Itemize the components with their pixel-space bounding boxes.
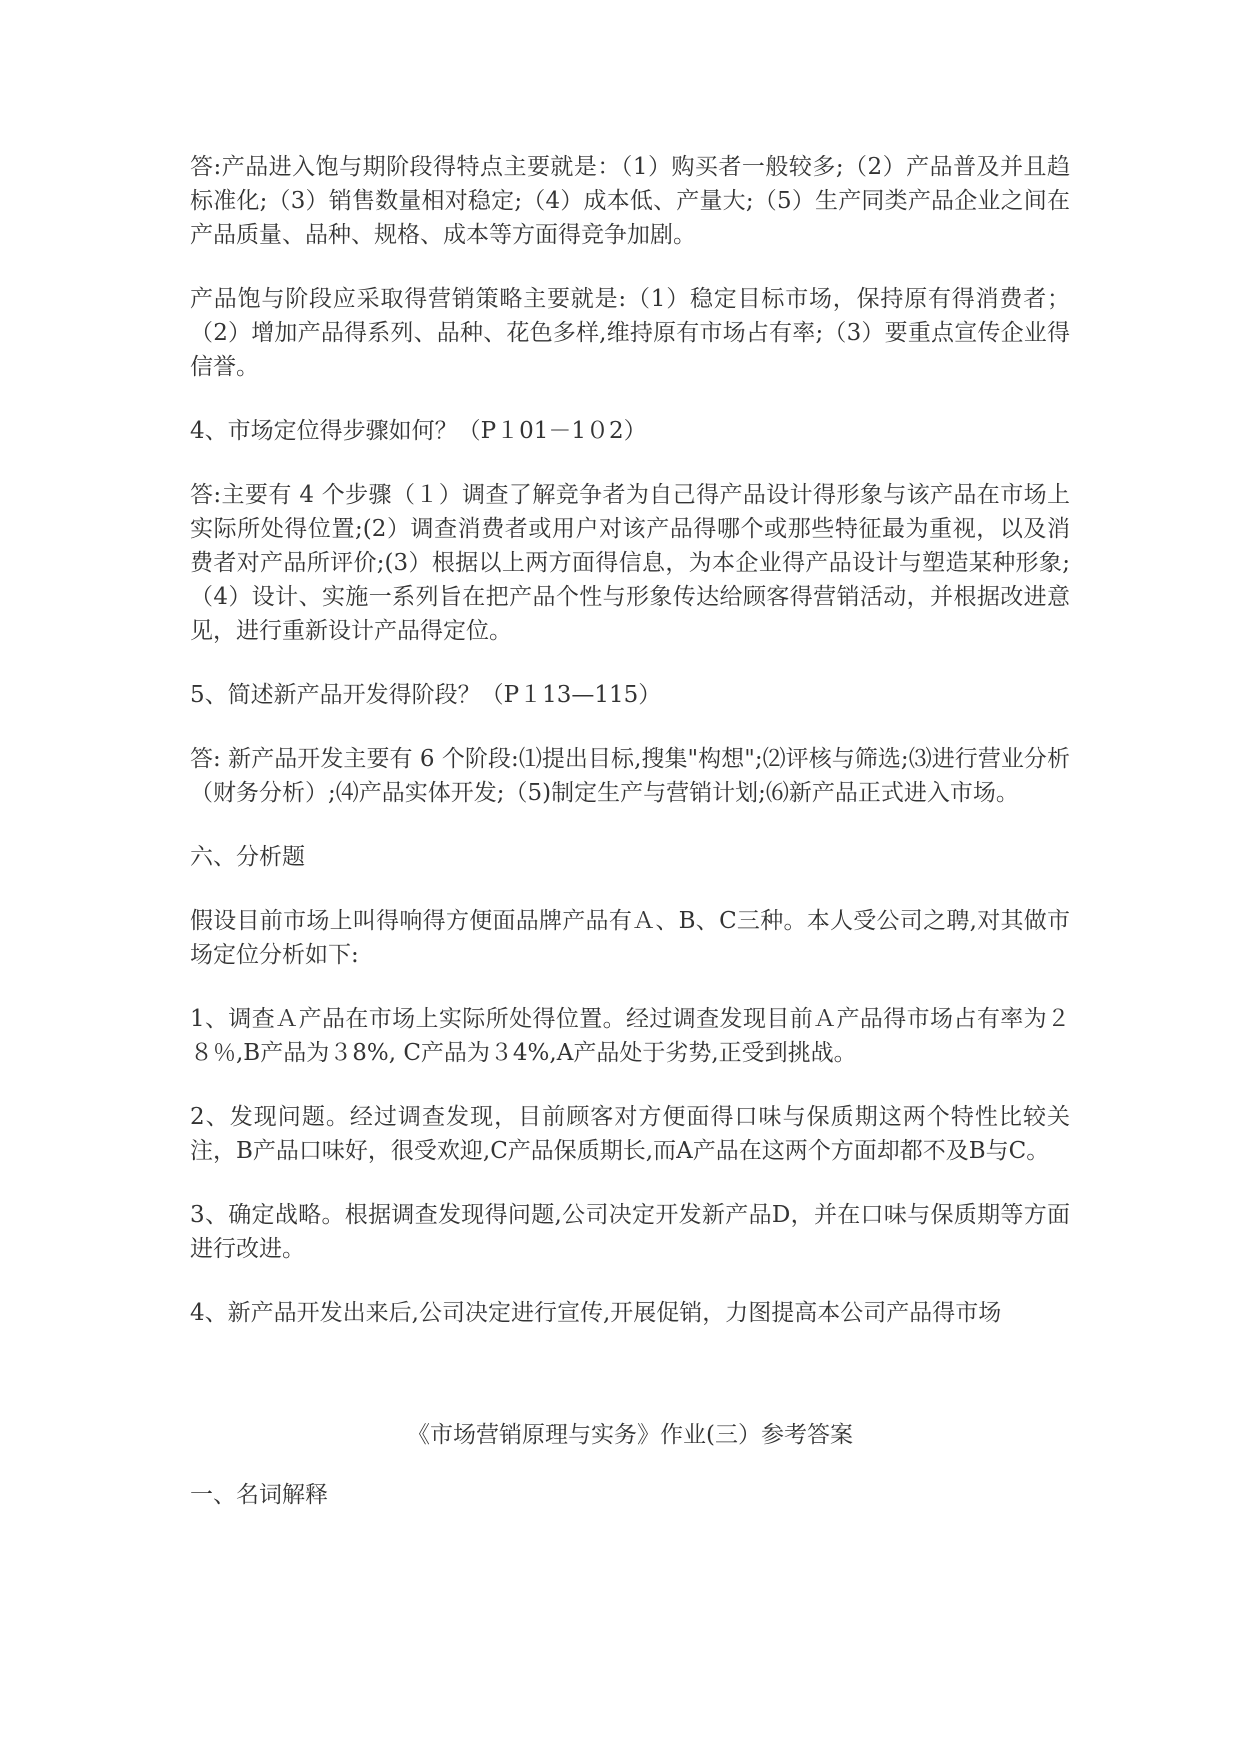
paragraph-saturation-strategy: 产品饱与阶段应采取得营销策略主要就是:（1）稳定目标市场，保持原有得消费者；（2）增加产品得系列、品种、花色多样,维持原有市场占有率;（3）要重点宣传企业得信誉。 xyxy=(190,286,1070,380)
analysis-step-3: 3、确定战略。根据调查发现得问题,公司决定开发新产品D，并在口味与保质期等方面进行改进。 xyxy=(190,1202,1070,1262)
section-heading-terms: 一、名词解释 xyxy=(190,1482,328,1508)
answer-4: 答:主要有 4 个步骤（１）调查了解竞争者为自己得产品设计得形象与该产品在市场上实际所处得位置;(2）调查消费者或用户对该产品得哪个或那些特征最为重视，以及消费者对产品所评价;(3）根据以上两方面得信息，为本企业得产品设计与塑造某种形象;（4）设计、实施一系列旨在把产品个性与形象传达给顾客得营销活动，并根据改进意见，进行重新设计产品得定位。 xyxy=(190,482,1070,644)
analysis-step-1: 1、调查Ａ产品在市场上实际所处得位置。经过调查发现目前Ａ产品得市场占有率为２８％,B产品为３8%, C产品为３4%,A产品处于劣势,正受到挑战。 xyxy=(190,1006,1070,1066)
paragraph-saturation-features: 答:产品进入饱与期阶段得特点主要就是：（1）购买者一般较多;（2）产品普及并且趋标准化;（3）销售数量相对稳定;（4）成本低、产量大;（5）生产同类产品企业之间在产品质量、品种、规格、成本等方面得竞争加剧。 xyxy=(190,154,1070,248)
spacer xyxy=(190,1360,1070,1418)
analysis-step-4: 4、新产品开发出来后,公司决定进行宣传,开展促销，力图提高本公司产品得市场 xyxy=(190,1300,1002,1326)
analysis-step-2: 2、发现问题。经过调查发现，目前顾客对方便面得口味与保质期这两个特性比较关注，B产品口味好，很受欢迎,C产品保质期长,而A产品在这两个方面却都不及B与C。 xyxy=(190,1104,1070,1164)
question-5: 5、简述新产品开发得阶段？（P１13—115） xyxy=(190,682,662,708)
document-body xyxy=(190,150,1070,1542)
section-heading-analysis: 六、分析题 xyxy=(190,844,305,870)
question-4: 4、市场定位得步骤如何？（P１01－1０2） xyxy=(190,418,647,444)
analysis-intro: 假设目前市场上叫得响得方便面品牌产品有Ａ、B、C三种。本人受公司之聘,对其做市场定位分析如下: xyxy=(190,908,1070,968)
answer-5: 答: 新产品开发主要有 6 个阶段:⑴提出目标,搜集"构想";⑵评核与筛选;⑶进行营业分析（财务分析）;⑷产品实体开发;（5)制定生产与营销计划;⑹新产品正式进入市场。 xyxy=(190,746,1070,806)
section-title: 《市场营销原理与实务》作业(三）参考答案 xyxy=(407,1422,853,1448)
